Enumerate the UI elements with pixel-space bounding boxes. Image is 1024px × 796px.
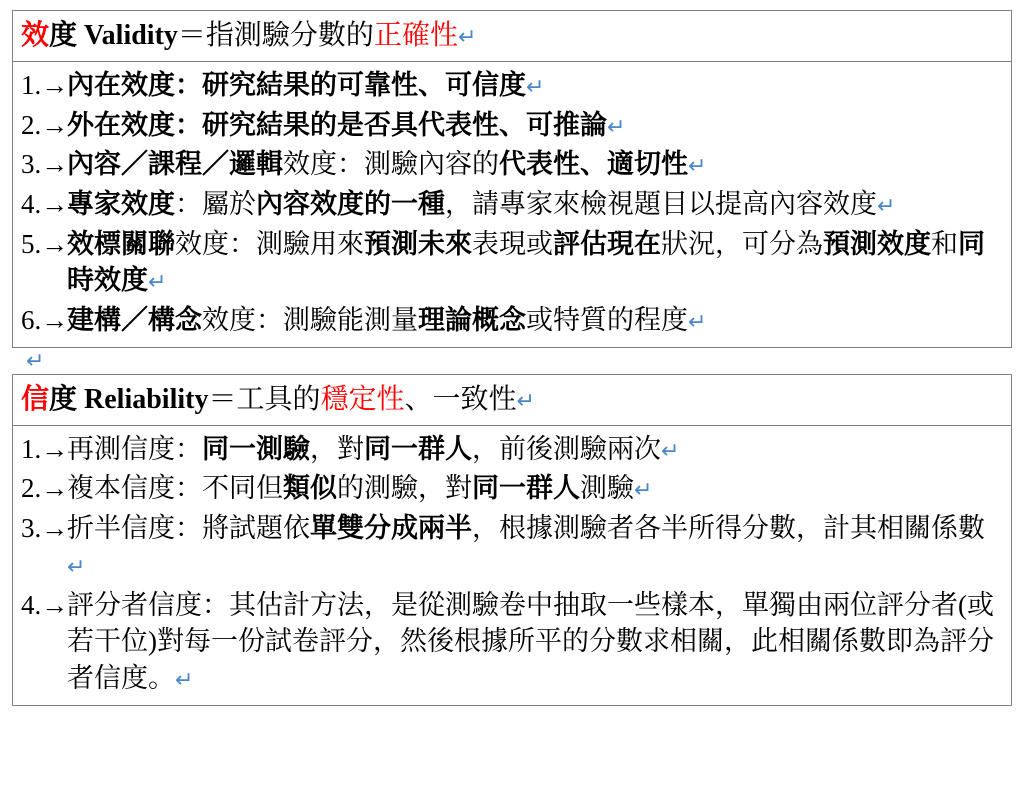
list-item — [21, 225, 1003, 301]
list-item-text: 外在效度：研究結果的是否具代表性、可推論↵ — [67, 109, 626, 140]
list-item-text: 折半信度：將試題依單雙分成兩半，根據測驗者各半所得分數，計其相關係數↵ — [67, 513, 985, 579]
arrow-icon: → — [41, 473, 69, 504]
list-item-number: 2.→ — [21, 473, 69, 504]
pilcrow-icon: ↵ — [175, 666, 194, 692]
list-item-number: 1.→ — [21, 69, 69, 100]
list-item-text: 專家效度：屬於內容效度的一種，請專家來檢視題目以提高內容效度↵ — [67, 188, 896, 219]
reliability-header-tail-red: 穩定性 — [320, 383, 405, 415]
pilcrow-icon: ↵ — [526, 73, 545, 99]
pilcrow-icon: ↵ — [661, 437, 680, 463]
list-item — [21, 586, 1003, 699]
list-item-number: 3.→ — [21, 513, 69, 544]
list-item — [21, 430, 1003, 470]
reliability-header-equals: ＝ — [208, 383, 237, 415]
pilcrow-icon: ↵ — [634, 477, 653, 503]
validity-header-tail-red: 正確性 — [373, 20, 458, 51]
list-item-number: 4.→ — [21, 589, 69, 620]
list-item — [21, 301, 1003, 341]
reliability-header-after: 、一致性 — [404, 383, 517, 415]
reliability-header-cell — [13, 374, 1012, 425]
pilcrow-icon: ↵ — [516, 387, 535, 413]
list-item — [21, 509, 1003, 585]
list-item — [21, 66, 1003, 106]
list-item-text: 評分者信度：其估計方法，是從測驗卷中抽取一些樣本，單獨由兩位評分者(或若干位)對每一份試卷評分，然後根據所平的分數求相關，此相關係數即為評分者信度。↵ — [67, 589, 994, 693]
list-item-number: 4.→ — [21, 188, 69, 219]
validity-header-equals: ＝ — [177, 20, 206, 51]
list-item-number: 2.→ — [21, 109, 69, 140]
validity-body-cell — [13, 61, 1012, 347]
reliability-body-row — [13, 425, 1012, 705]
validity-list — [21, 66, 1003, 341]
list-item-text: 再測信度：同一測驗，對同一群人，前後測驗兩次↵ — [67, 433, 680, 464]
validity-body-row — [13, 61, 1012, 347]
reliability-list — [21, 430, 1003, 699]
list-item-text: 複本信度：不同但類似的測驗，對同一群人測驗↵ — [67, 473, 653, 504]
list-item-text: 建構／構念效度：測驗能測量理論概念或特質的程度↵ — [67, 305, 707, 336]
pilcrow-icon: ↵ — [877, 192, 896, 218]
arrow-icon: → — [41, 188, 69, 219]
pilcrow-icon: ↵ — [148, 269, 167, 295]
list-item — [21, 106, 1003, 146]
reliability-header-row — [13, 374, 1012, 425]
validity-header-row — [13, 11, 1012, 62]
list-item-number: 6.→ — [21, 305, 69, 336]
list-item — [21, 469, 1003, 509]
pilcrow-icon: ↵ — [457, 24, 477, 49]
list-item-number: 3.→ — [21, 149, 69, 180]
arrow-icon: → — [41, 513, 69, 544]
validity-header-lead-rest: 度 Validity — [49, 20, 178, 51]
arrow-icon: → — [41, 305, 69, 336]
list-item-text: 內在效度：研究結果的可靠性、可信度↵ — [67, 69, 545, 100]
list-item-text: 效標關聯效度：測驗用來預測未來表現或評估現在狀況，可分為預測效度和同時效度↵ — [67, 228, 985, 296]
arrow-icon: → — [41, 109, 69, 140]
validity-header-lead-red: 效 — [21, 20, 50, 51]
reliability-table — [12, 374, 1012, 706]
list-item-text: 內容／課程／邏輯效度：測驗內容的代表性、適切性↵ — [67, 149, 707, 180]
list-item-number: 1.→ — [21, 433, 69, 464]
pilcrow-icon: ↵ — [607, 113, 626, 139]
arrow-icon: → — [41, 149, 69, 180]
arrow-icon: → — [41, 433, 69, 464]
validity-header-mid: 指測驗分數的 — [205, 20, 374, 51]
list-item — [21, 145, 1003, 185]
reliability-body-cell — [13, 425, 1012, 705]
pilcrow-icon: ↵ — [688, 309, 707, 335]
pilcrow-icon: ↵ — [688, 153, 707, 179]
arrow-icon: → — [41, 589, 69, 620]
pilcrow-icon: ↵ — [67, 553, 86, 579]
validity-header-cell — [13, 11, 1012, 62]
reliability-header-lead-red: 信 — [21, 383, 50, 415]
reliability-header-mid: 工具的 — [236, 383, 321, 415]
reliability-header-lead-rest: 度 Reliability — [49, 383, 209, 415]
validity-table — [12, 10, 1012, 348]
arrow-icon: → — [41, 228, 69, 259]
list-item-number: 5.→ — [21, 228, 69, 259]
list-item — [21, 185, 1003, 225]
pilcrow-icon: ↵ — [26, 347, 45, 373]
between-blocks-paragraph — [12, 348, 1012, 374]
arrow-icon: → — [41, 69, 69, 100]
